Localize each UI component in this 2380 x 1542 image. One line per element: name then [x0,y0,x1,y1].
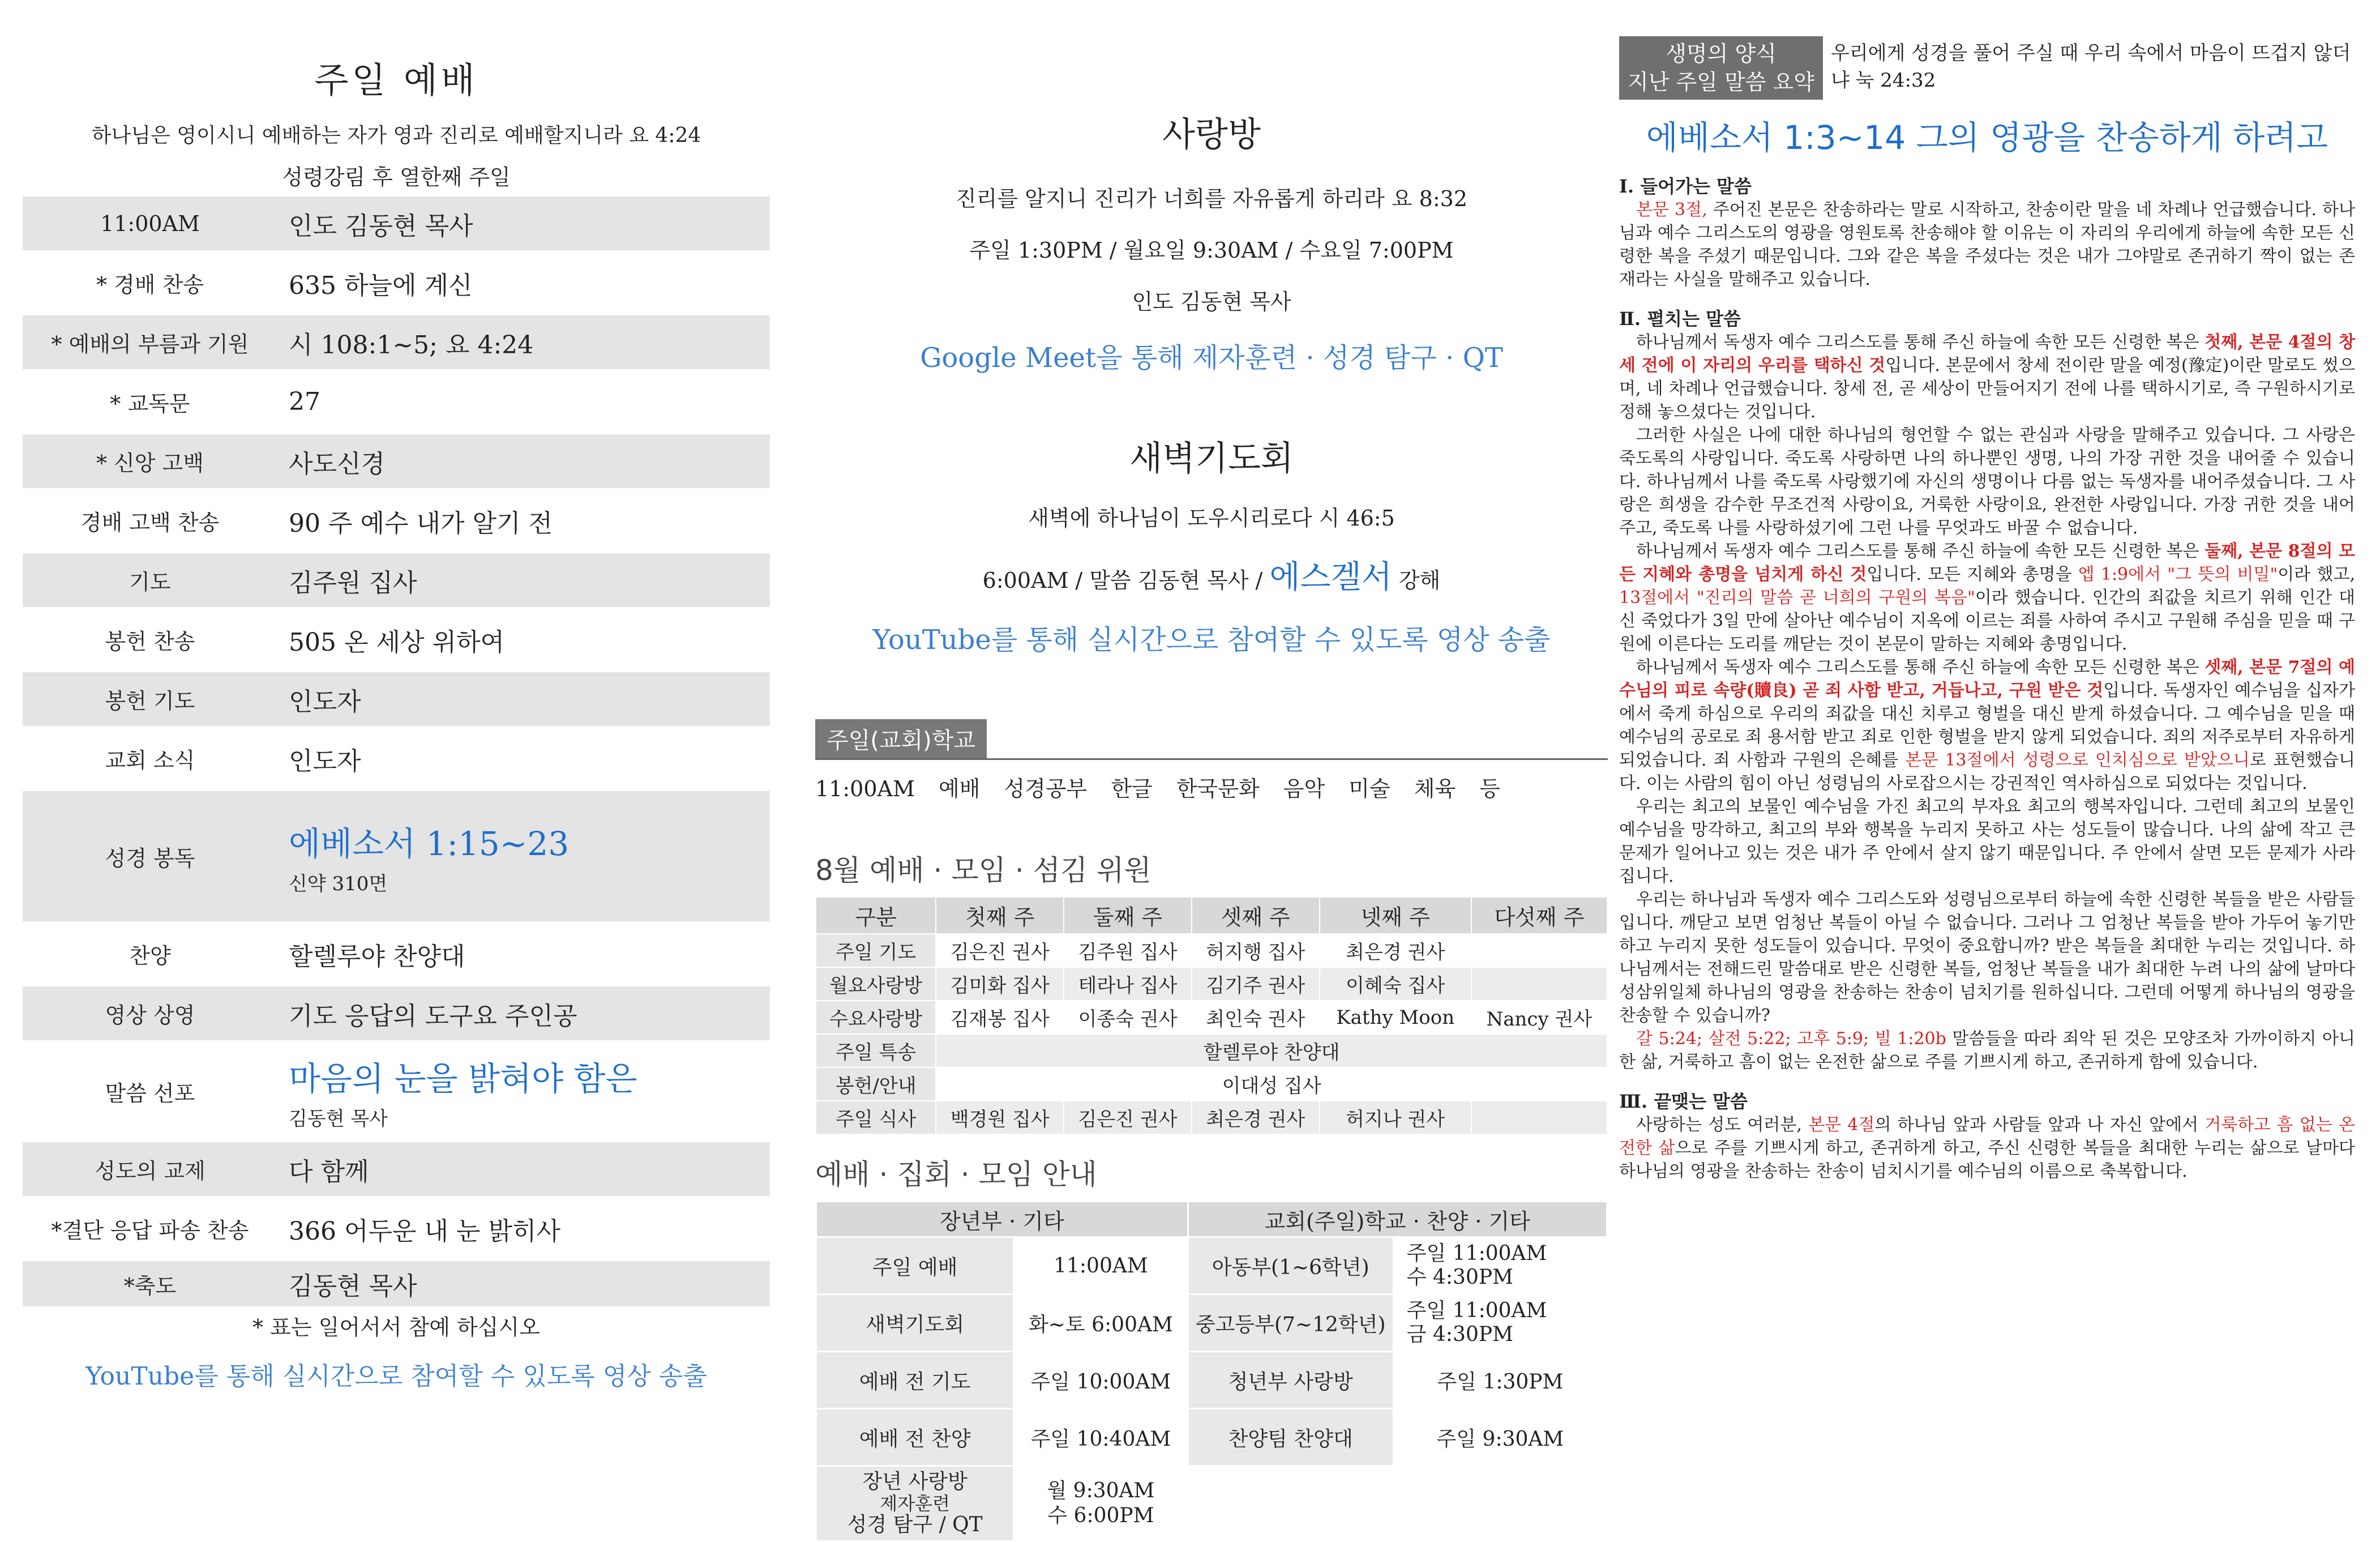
cell-line: 월 9:30AM [1047,1479,1155,1502]
body-text: 말씀들을 따라 죄악 된 것은 모양조차 가까이하지 아니한 삶, 거룩하고 흠이 없는 온전한 삶으로 주를 기쁘시게 하고, 존귀하게 함에 있습니다. [1619,1029,2355,1072]
column-header: 첫째 주 [936,897,1064,934]
table-cell: 청년부 사랑방 [1188,1352,1393,1409]
order-value: 인도자 [289,746,361,776]
table-cell: 예배 전 찬양 [816,1409,1014,1466]
highlight-text: 13절에서 "진리의 말씀 곧 너희의 구원의 복음" [1619,588,1975,608]
paragraph: 그러한 사실은 나에 대한 하나님의 형언할 수 없는 관심과 사랑을 말해주고 있습니다. 그 사랑은 죽도록의 사랑입니다. 죽도록 사랑하면 나의 하나뿐인 생명, 나의 가장 귀한 것을 내어줄 수 있습니다. 하나님께서 나를 죽도록 사랑했기에 자신의 생명이나 다름 없는 독생자를 내어주셨습니다. 그 사랑은 희생을 감수한 무조건적 사랑이요, 거룩한 사랑이요, 완전한 사랑입니다. 가장 귀한 것을 내어주고, 죽도록 나를 사랑하셨기에 그런 나를 무엇과도 바꿀 수 없습니다. [1619,425,2355,538]
body-text: 입니다. 독생자인 예수님을 십자가에서 죽게 하심으로 우리의 죄값을 대신 치루고 형벌을 대신 받게 하셨습니다. 그 예수님을 믿을 때 예수님의 공로로 죄 용서함 받고 죄로 인한 형벌을 받지 않게 되었습니다. 죄의 저주로부터 자유하게 되었습니다. 죄 사함과 구원의 은혜를 [1619,681,2355,770]
body-text: 하나님께서 독생자 예수 그리스도를 통해 주신 하늘에 속한 모든 신령한 복은 [1636,541,2199,561]
highlight-text: 본문 4절 [1808,1115,1875,1135]
guide-title: 예배 · 집회 · 모임 안내 [815,1158,1097,1191]
paragraph [1619,656,2355,795]
announcements-column [815,0,1608,1542]
table-cell [1471,934,1607,967]
order-value: 27 [289,387,320,416]
table-cell: 테라나 집사 [1064,967,1192,1001]
order-value: 김동현 목사 [289,1272,417,1301]
order-row [23,494,770,548]
sermon-preacher: 김동현 목사 [289,1107,388,1130]
highlight-text: 첫째, 본문 4절의 창세 전에 이 자리의 우리를 택하신 것 [1619,332,2355,375]
paragraph [1619,198,2355,291]
youtube-broadcast-note: YouTube를 통해 실시간으로 참여할 수 있도록 영상 송출 [85,1362,707,1391]
dawn-youtube-note: YouTube를 통해 실시간으로 참여할 수 있도록 영상 송출 [872,624,1551,656]
order-row [23,315,770,369]
order-label: * 신앙 고백 [96,451,204,476]
body-text: 사랑하는 성도 여러분, [1636,1115,1802,1135]
order-row [23,1261,770,1306]
dawn-schedule-suffix: 강해 [1398,568,1441,593]
dawn-book: 에스겔서 [1269,559,1392,596]
sarangbang-verse: 진리를 알지니 진리가 너희를 자유롭게 하리라 요 8:32 [955,186,1468,211]
order-row [23,434,770,488]
table-cell: 김재봉 집사 [936,1001,1064,1034]
column-header: 넷째 주 [1320,897,1471,934]
summary-verse: 우리에게 성경을 풀어 주실 때 우리 속에서 마음이 뜨겁지 않더냐 눅 24:32 [1831,42,2351,92]
table-cell: 김은진 권사 [1064,1101,1192,1134]
section-heading: Ⅲ. 끝맺는 말씀 [1619,1091,1748,1112]
table-cell: 김주원 집사 [1064,934,1192,967]
sermon-title: 마음의 눈을 밝혀야 함은 [289,1059,637,1098]
column-header: 다섯째 주 [1471,897,1607,934]
table-row [816,1001,1607,1034]
order-row [23,1142,770,1196]
table-row [816,1101,1607,1134]
column-header: 장년부 · 기타 [816,1202,1188,1237]
cell-line: 제자훈련 [880,1493,950,1514]
table-cell: 예배 전 기도 [816,1352,1014,1409]
order-label: * 교독문 [110,391,190,416]
sarangbang-title: 사랑방 [1162,115,1261,155]
body-text: 이라 했고, [2278,565,2355,584]
table-row [816,1237,1607,1295]
time-line: 수 4:30PM [1406,1266,1513,1289]
table-cell: 주일 10:40AM [1014,1409,1188,1466]
table-header-row [816,897,1607,934]
order-label: 성경 봉독 [105,845,195,871]
order-label: 성도의 교제 [95,1159,206,1184]
paragraph [1619,331,2355,424]
table-row [816,1466,1607,1541]
table-cell: 새벽기도회 [816,1295,1014,1352]
order-value: 사도신경 [289,449,386,479]
table-row [816,1295,1607,1352]
table-header-row [816,1202,1607,1237]
standing-note: * 표는 일어서서 참예 하십시오 [252,1315,540,1340]
table-cell: 김은진 권사 [936,934,1064,967]
order-label: 찬양 [129,943,171,968]
order-row [23,986,770,1040]
order-value: 인도 김동현 목사 [289,211,473,241]
table-row [816,967,1607,1001]
table-cell: 화~토 6:00AM [1014,1295,1188,1352]
order-label: * 예배의 부름과 기원 [51,332,249,357]
time-line: 금 4:30PM [1406,1323,1513,1346]
time-line: 주일 11:00AM [1406,1242,1547,1265]
order-row [23,256,770,310]
table-cell: 찬양팀 찬양대 [1188,1409,1393,1466]
summary-tag-subtitle: 지난 주일 말씀 요약 [1628,70,1814,95]
row-label: 수요사랑방 [816,1001,936,1034]
section-heading: Ⅰ. 들어가는 말씀 [1619,176,1752,197]
scripture-reference: 에베소서 1:15~23 [289,824,570,863]
sunday-school-program: 11:00AM 예배 성경공부 한글 한국문화 음악 미술 체육 등 [815,776,1500,801]
table-cell: 김기주 권사 [1192,967,1320,1001]
table-cell: 아동부(1~6학년) [1188,1237,1393,1295]
paragraph: 우리는 최고의 보물인 예수님을 가진 최고의 부자요 최고의 행복자입니다. 그런데 최고의 보물인 예수님을 망각하고, 최고의 부와 행복을 누리지 못하고 사는 성도들이 많습니다. 나의 삶에 작고 큰 문제가 일어나고 있는 것은 내가 주 안에서 살지 않기 때문입니다. 주 안에서 살면 모든 문제가 사라집니다. [1619,797,2355,886]
order-value: 90 주 예수 내가 알기 전 [289,509,553,538]
table-row [816,934,1607,967]
scripture-page: 신약 310면 [289,872,388,895]
paragraph [1619,1113,2355,1183]
order-value: 다 함께 [289,1157,369,1186]
meeting-guide-table [815,1201,1608,1542]
column-header: 둘째 주 [1064,897,1192,934]
scripture-reading-row [23,791,770,921]
sarangbang-schedule: 주일 1:30PM / 월요일 9:30AM / 수요일 7:00PM [969,238,1454,263]
scripture-reading [277,817,770,896]
body-text: 하나님께서 독생자 예수 그리스도를 통해 주신 하늘에 속한 모든 신령한 복은 [1636,657,2199,677]
table-cell: 중고등부(7~12학년) [1188,1295,1393,1352]
time-line: 주일 11:00AM [1406,1299,1547,1322]
highlight-text: 본문 3절, [1636,200,1707,220]
sermon-row [23,1046,770,1137]
order-row [23,732,770,785]
table-cell: 주일 예배 [816,1237,1014,1295]
table-cell: 이종숙 권사 [1064,1001,1192,1034]
cell-line: 수 6:00PM [1047,1504,1154,1527]
order-row [23,672,770,726]
worship-subtitle: 성령강림 후 열한째 주일 [282,165,511,190]
sermon [277,1052,770,1131]
order-row [23,1202,770,1255]
committee-table [815,896,1608,1135]
paragraph [1619,540,2355,656]
body-text: 의 하나님 앞과 사람들 앞과 나 자신 앞에서 [1874,1115,2199,1135]
dawn-prayer-schedule [815,552,1608,597]
section-heading: Ⅱ. 펼치는 말씀 [1619,308,1741,330]
order-value: 635 하늘에 계신 [289,271,473,300]
table-row [816,1352,1607,1409]
table-cell [1393,1237,1607,1295]
summary-title: 에베소서 1:3~14 그의 영광을 찬송하게 하려고 [1646,118,2328,157]
table-row [816,1409,1607,1466]
order-label: 11:00AM [100,211,200,236]
column-header: 구분 [816,897,936,934]
order-label: * 경배 찬송 [96,272,204,297]
column-header: 교회(주일)학교 · 찬양 · 기타 [1188,1202,1607,1237]
highlight-text: 셋째, 본문 7절의 예수님의 피로 속량(贖良) 곧 죄 사함 받고, 거듭나고, 구원 받은 것 [1619,657,2355,700]
table-cell [1393,1466,1607,1541]
table-cell: 주일 9:30AM [1393,1409,1607,1466]
table-cell: 11:00AM [1014,1237,1188,1295]
sermon-summary-column [1619,0,2355,1183]
table-cell: 백경원 집사 [936,1101,1064,1134]
paragraph: 우리는 하나님과 독생자 예수 그리스도와 성령님으로부터 하늘에 속한 신령한 복들을 받은 사람들입니다. 깨닫고 보면 엄청난 복들이 아닐 수 없습니다. 그러나 그 엄청난 복들을 받아 가두어 놓기만 하고 누리지 못한 성도들이 있습니다. 무엇이 중요합니까? 받은 복들을 최대한 누리는 것입니다. 하나님께서는 전해드린 말씀대로 받은 신령한 복들, 엄청난 복들을 내가 최대한 누려 나의 삶에 날마다 성삼위일체 하나님의 영광을 찬송하는 찬송이 넘치기를 원하십니다. 그런데 어떻게 하나님의 영광을 찬송할 수 있습니까? [1619,890,2356,1026]
order-label: 경배 고백 찬송 [80,510,220,535]
table-cell: 주일 10:00AM [1014,1352,1188,1409]
order-value: 할렐루야 찬양대 [289,942,465,971]
row-label: 주일 특송 [816,1034,936,1067]
highlight-text: 엡 1:9에서 "그 뜻의 비밀" [2078,565,2278,584]
row-label: 주일 기도 [816,934,936,967]
table-cell: 최인숙 권사 [1192,1001,1320,1034]
table-cell: 김미화 집사 [936,967,1064,1001]
order-label: 봉헌 기도 [105,689,195,714]
table-cell: 주일 1:30PM [1393,1352,1607,1409]
body-text: 이라 했습니다. 인간의 죄값을 치르기 위해 인간 대신 죽었다가 3일 만에 살아난 예수님이 지옥에 이르는 죄를 사하여 주시고 구원해 주심을 믿을 때 구원에 이른다는 도리를 깨닫는 것이 본문이 말하는 지혜와 총명입니다. [1619,588,2355,654]
table-cell: 이대성 집사 [936,1067,1607,1101]
order-row [23,613,770,667]
table-cell [816,1466,1014,1541]
order-label: 봉헌 찬송 [105,629,195,654]
table-cell: Nancy 권사 [1471,1001,1607,1034]
order-row [23,927,770,981]
table-cell: Kathy Moon [1320,1001,1471,1034]
order-value: 시 108:1~5; 요 4:24 [289,330,534,360]
summary-tag-title: 생명의 양식 [1666,41,1777,66]
order-row [23,197,770,250]
order-row [23,375,770,429]
table-cell [1471,967,1607,1001]
row-label: 봉헌/안내 [816,1067,936,1101]
highlight-text: 둘째, 본문 8절의 모든 지혜와 총명을 넘치게 하신 것 [1619,541,2355,584]
highlight-text: 갈 5:24; 살전 5:22; 고후 5:9; 빌 1:20b [1636,1029,1946,1049]
dawn-schedule-text: 6:00AM / 말씀 김동현 목사 / [982,568,1263,593]
body-text: 입니다. 본문에서 창세 전이란 말을 예정(豫定)이란 말로도 썼으며, 네 차례나 언급했습니다. 창세 전, 곧 세상이 만들어지기 전에 나를 택하시기로, 즉 구원하시기로 정해 놓으셨다는 것입니다. [1619,356,2355,422]
order-row [23,553,770,607]
worship-order-column [23,0,770,1392]
order-value: 인도자 [289,687,361,716]
sunday-school-divider [815,758,1608,760]
order-value: 366 어두운 내 눈 밝히사 [289,1216,560,1246]
google-meet-note: Google Meet을 통해 제자훈련 · 성경 탐구 · QT [920,342,1503,374]
summary-header [1619,36,2355,100]
body-text: 로 표현했습니다. 이는 사람의 힘이 아닌 성령님의 사로잡으시는 강권적인 역사하심으로 되었다는 것입니다. [1619,750,2356,793]
column-header: 셋째 주 [1192,897,1320,934]
table-cell: 최은경 권사 [1320,934,1471,967]
dawn-prayer-title: 새벽기도회 [1129,439,1294,479]
sarangbang-leader: 인도 김동현 목사 [1132,289,1291,314]
body-text: 으로 주를 기쁘시게 하고, 존귀하게 하고, 주신 신령한 복들을 최대한 누리는 삶으로 날마다 하나님의 영광을 찬송하는 찬송이 넘치시기를 예수님의 이름으로 축복합니다. [1619,1138,2355,1181]
highlight-text: 거룩하고 흠 없는 온전한 삶 [1619,1115,2355,1158]
row-label: 월요사랑방 [816,967,936,1001]
table-cell [1393,1295,1607,1352]
order-label: *축도 [123,1273,177,1298]
table-cell [1188,1466,1393,1541]
order-label: *결단 응답 파송 찬송 [51,1218,249,1243]
order-label: 영상 상영 [105,1003,195,1028]
table-row [816,1034,1607,1067]
table-cell: 허지나 권사 [1320,1101,1471,1134]
body-text: 주어진 본문은 찬송하라는 말로 시작하고, 찬송이란 말을 네 차례나 언급했습니다. 하나님과 예수 그리스도의 영광을 영원토록 찬송해야 할 이유는 이 자리의 우리에게 하늘에 속한 모든 신령한 복을 주셨기 때문입니다. 그와 같은 복을 주셨다는 것은 내가 그야말로 존귀하기 짝이 없는 존재라는 사실을 말해주고 있습니다. [1619,200,2355,289]
sunday-school-tab: 주일(교회)학교 [815,719,987,758]
table-cell: 허지행 집사 [1192,934,1320,967]
order-label: 말씀 선포 [105,1080,195,1106]
order-value: 기도 응답의 도구요 주인공 [289,1001,577,1031]
body-text: 입니다. 모든 지혜와 총명을 [1867,565,2072,584]
order-value: 김주원 집사 [289,568,417,597]
cell-line: 장년 사랑방 [862,1470,968,1493]
worship-verse: 하나님은 영이시니 예배하는 자가 영과 진리로 예배할지니라 요 4:24 [91,124,701,147]
order-value: 505 온 세상 위하여 [289,627,504,657]
paragraph [1619,1027,2355,1074]
table-cell: 최은경 권사 [1192,1101,1320,1134]
table-row [816,1067,1607,1101]
table-cell: 이혜숙 집사 [1320,967,1471,1001]
summary-tag [1619,36,1823,100]
dawn-prayer-verse: 새벽에 하나님이 도우시리로다 시 46:5 [1028,506,1395,531]
cell-line: 성경 탐구 / QT [847,1513,983,1536]
committee-title: 8월 예배 · 모임 · 섬김 위원 [815,854,1152,887]
order-label: 교회 소식 [105,748,195,773]
table-cell [1471,1101,1607,1134]
highlight-text: 본문 13절에서 성령으로 인치심으로 받았으니 [1905,750,2250,770]
table-cell: 할렐루야 찬양대 [936,1034,1607,1067]
worship-title: 주일 예배 [314,59,478,101]
row-label: 주일 식사 [816,1101,936,1134]
table-cell [1014,1466,1188,1541]
order-label: 기도 [129,570,171,595]
body-text: 하나님께서 독생자 예수 그리스도를 통해 주신 하늘에 속한 모든 신령한 복은 [1636,332,2199,352]
